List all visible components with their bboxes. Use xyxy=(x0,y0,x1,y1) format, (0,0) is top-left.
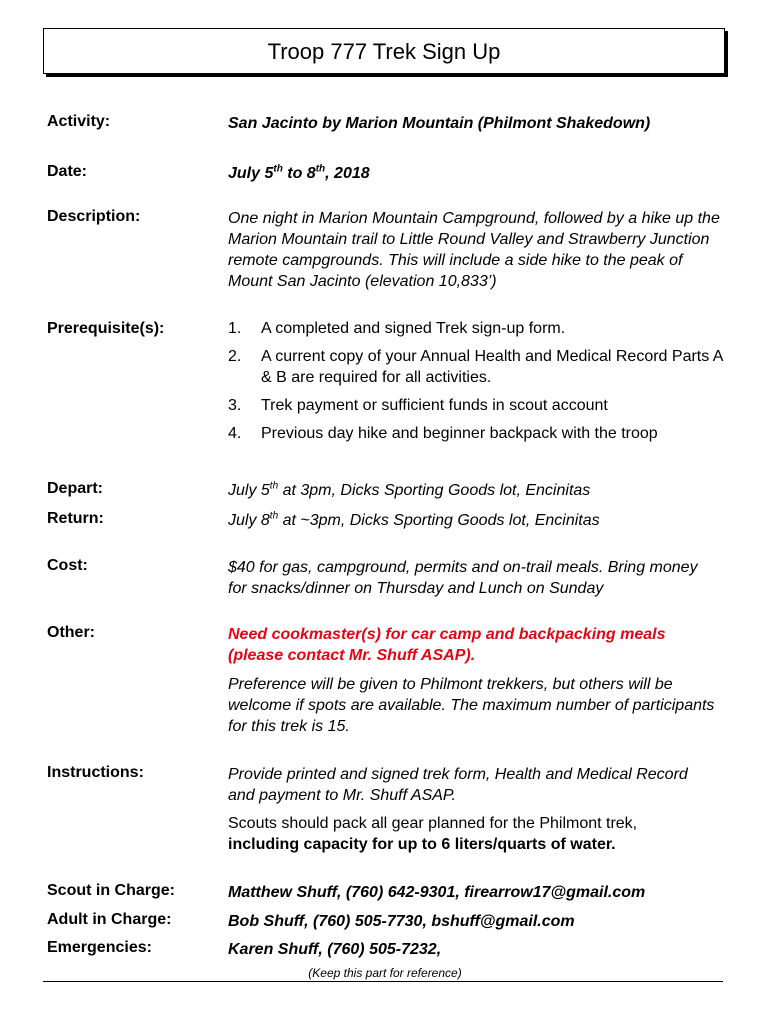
instructions-pack-bold: including capacity for up to 6 liters/quarts of water. xyxy=(228,836,616,853)
date-part: , 2018 xyxy=(325,165,370,182)
instructions-pack-text: Scouts should pack all gear planned for the Philmont trek, xyxy=(228,815,638,832)
description-label: Description: xyxy=(47,208,141,225)
scout-in-charge-value: Matthew Shuff, (760) 642-9301, firearrow17@gmail.com xyxy=(228,884,646,901)
date-label: Date: xyxy=(47,163,88,180)
other-alert: Need cookmaster(s) for car camp and backpacking meals (please contact Mr. Shuff ASAP). xyxy=(228,626,666,664)
depart-part: at 3pm, Dicks Sporting Goods lot, Encinitas xyxy=(278,482,591,499)
title-box xyxy=(43,28,725,74)
adult-in-charge-value: Bob Shuff, (760) 505-7730, bshuff@gmail.com xyxy=(228,913,575,930)
item-text: Trek payment or sufficient funds in scout account xyxy=(261,397,608,414)
item-number: 2. xyxy=(228,348,242,365)
date-sup: th xyxy=(273,163,283,175)
description-value: One night in Marion Mountain Campground, followed by a hike up the Marion Mountain trail to Little Round Valley and Strawberry Junction remote campgrounds. This will include a side hike to the peak of Mount San Jacinto (elevation 10,833’) xyxy=(228,210,720,290)
instructions-text: Provide printed and signed trek form, Health and Medical Record and payment to Mr. Shuff ASAP. xyxy=(228,766,688,804)
return-part: July 8 xyxy=(228,512,270,529)
return-sup: th xyxy=(269,510,279,522)
activity-value: San Jacinto by Marion Mountain (Philmont Shakedown) xyxy=(228,115,651,132)
adult-in-charge-label: Adult in Charge: xyxy=(47,911,172,928)
list-item xyxy=(228,346,728,388)
date-value xyxy=(228,163,728,184)
item-number: 3. xyxy=(228,397,242,414)
depart-sup: th xyxy=(269,480,279,492)
activity-label: Activity: xyxy=(47,113,111,130)
item-number: 4. xyxy=(228,425,242,442)
other-note: Preference will be given to Philmont trekkers, but others will be welcome if spots are available. The maximum number of participants for this trek is 15. xyxy=(228,676,715,735)
footer-note: (Keep this part for reference) xyxy=(308,966,462,980)
return-value xyxy=(228,510,728,531)
instructions-label: Instructions: xyxy=(47,764,144,781)
scout-in-charge-label: Scout in Charge: xyxy=(47,882,176,899)
date-part: July 5 xyxy=(228,165,274,182)
page-title: Troop 777 Trek Sign Up xyxy=(267,39,501,64)
instructions-pack-note xyxy=(228,813,728,855)
return-label: Return: xyxy=(47,510,104,527)
cut-line xyxy=(43,981,723,982)
prerequisites-list xyxy=(228,318,728,451)
list-item xyxy=(228,423,728,444)
item-text: Previous day hike and beginner backpack with the troop xyxy=(261,425,658,442)
emergencies-label: Emergencies: xyxy=(47,939,152,956)
list-item xyxy=(228,318,728,339)
depart-label: Depart: xyxy=(47,480,104,497)
cost-label: Cost: xyxy=(47,557,88,574)
other-label: Other: xyxy=(47,624,95,641)
depart-part: July 5 xyxy=(228,482,270,499)
prerequisites-label: Prerequisite(s): xyxy=(47,320,165,337)
emergencies-value: Karen Shuff, (760) 505-7232, xyxy=(228,941,442,958)
item-text: A current copy of your Annual Health and Medical Record Parts A & B are required for all activities. xyxy=(261,348,723,386)
return-part: at ~3pm, Dicks Sporting Goods lot, Encinitas xyxy=(278,512,600,529)
item-number: 1. xyxy=(228,320,242,337)
cost-value: $40 for gas, campground, permits and on-trail meals. Bring money for snacks/dinner on Thursday and Lunch on Sunday xyxy=(228,559,698,597)
date-part: to 8 xyxy=(282,165,316,182)
date-sup: th xyxy=(315,163,326,175)
depart-value xyxy=(228,480,728,501)
item-text: A completed and signed Trek sign-up form. xyxy=(261,320,566,337)
list-item xyxy=(228,395,728,416)
